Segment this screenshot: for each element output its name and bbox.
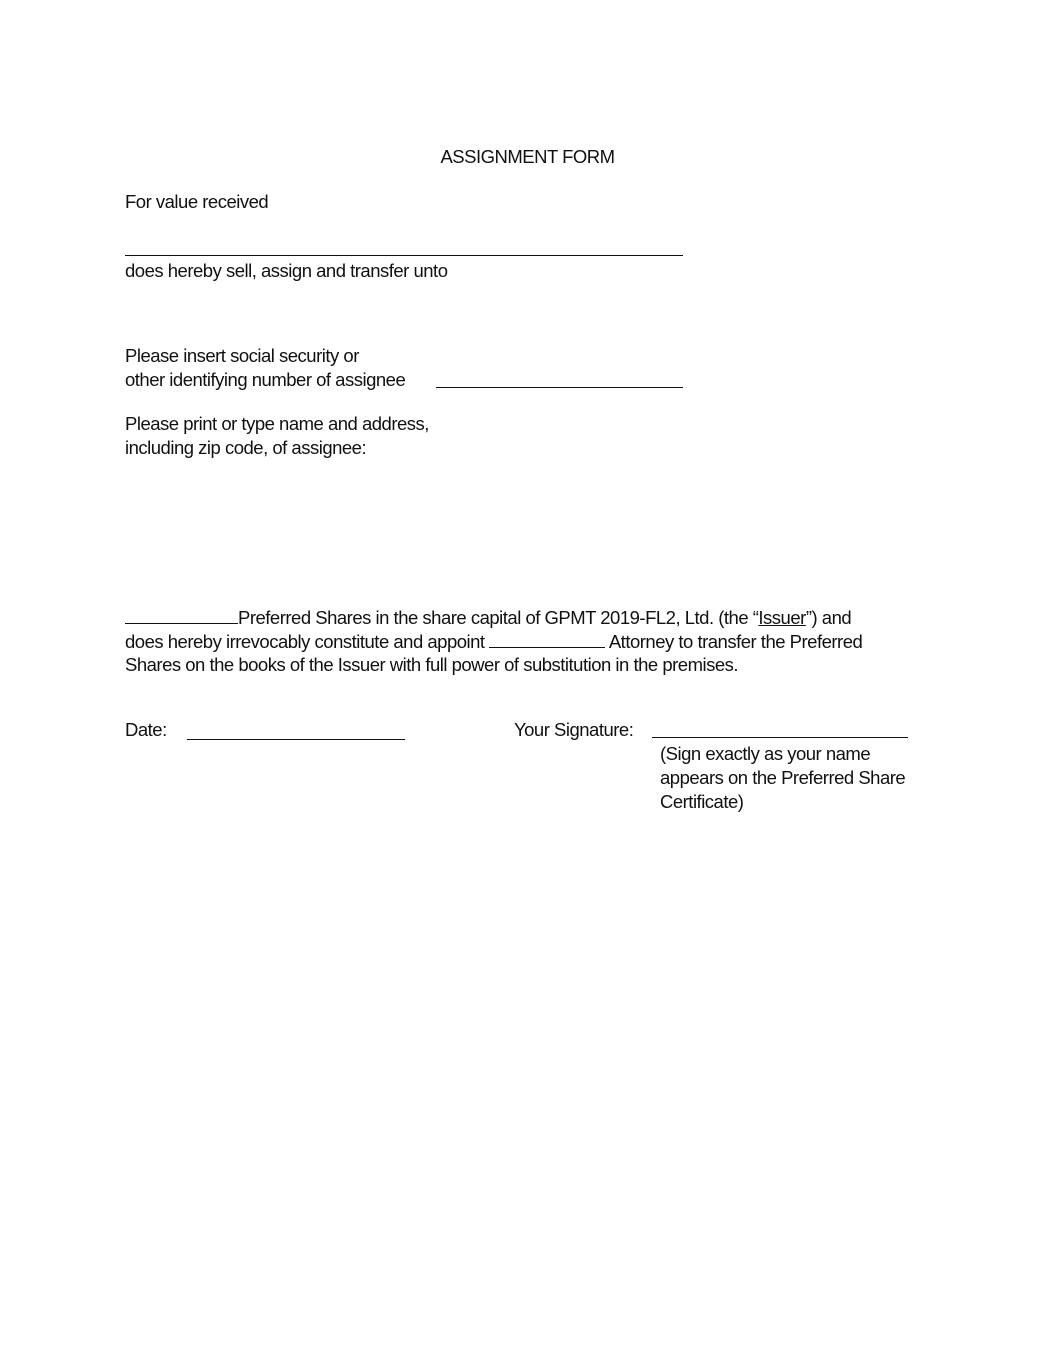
transfer-unto-text: does hereby sell, assign and transfer unto <box>125 260 448 281</box>
assignor-name-line[interactable] <box>125 255 683 256</box>
signature-note-line3: Certificate) <box>660 791 744 812</box>
appoint-text: does hereby irrevocably constitute and appoint <box>125 631 485 652</box>
ssn-input-line[interactable] <box>436 387 683 388</box>
shares-paragraph-line1 <box>125 605 851 630</box>
date-label: Date: <box>125 719 167 740</box>
shares-text-end: ”) and <box>805 607 852 628</box>
address-label-line1: Please print or type name and address, <box>125 413 429 434</box>
ssn-label-line1: Please insert social security or <box>125 345 359 366</box>
address-label-line2: including zip code, of assignee: <box>125 437 367 458</box>
issuer-term: Issuer <box>758 607 806 628</box>
page-title: ASSIGNMENT FORM <box>440 146 615 167</box>
shares-paragraph-line3: Shares on the books of the Issuer with full power of substitution in the premises. <box>125 654 739 675</box>
ssn-label-line2: other identifying number of assignee <box>125 369 406 390</box>
for-value-received-text: For value received <box>125 191 269 212</box>
attorney-text: Attorney to transfer the Preferred <box>608 631 863 652</box>
shares-text-start: Preferred Shares in the share capital of GPMT 2019-FL2, Ltd. (the “ <box>238 607 759 628</box>
signature-note-line2: appears on the Preferred Share <box>660 767 906 788</box>
shares-paragraph-line2 <box>125 629 862 654</box>
attorney-name-blank[interactable] <box>489 629 605 648</box>
date-input-line[interactable] <box>187 739 405 740</box>
signature-input-line[interactable] <box>652 737 908 738</box>
shares-count-blank[interactable] <box>125 605 238 624</box>
signature-note-line1: (Sign exactly as your name <box>660 743 871 764</box>
signature-label: Your Signature: <box>514 719 634 740</box>
